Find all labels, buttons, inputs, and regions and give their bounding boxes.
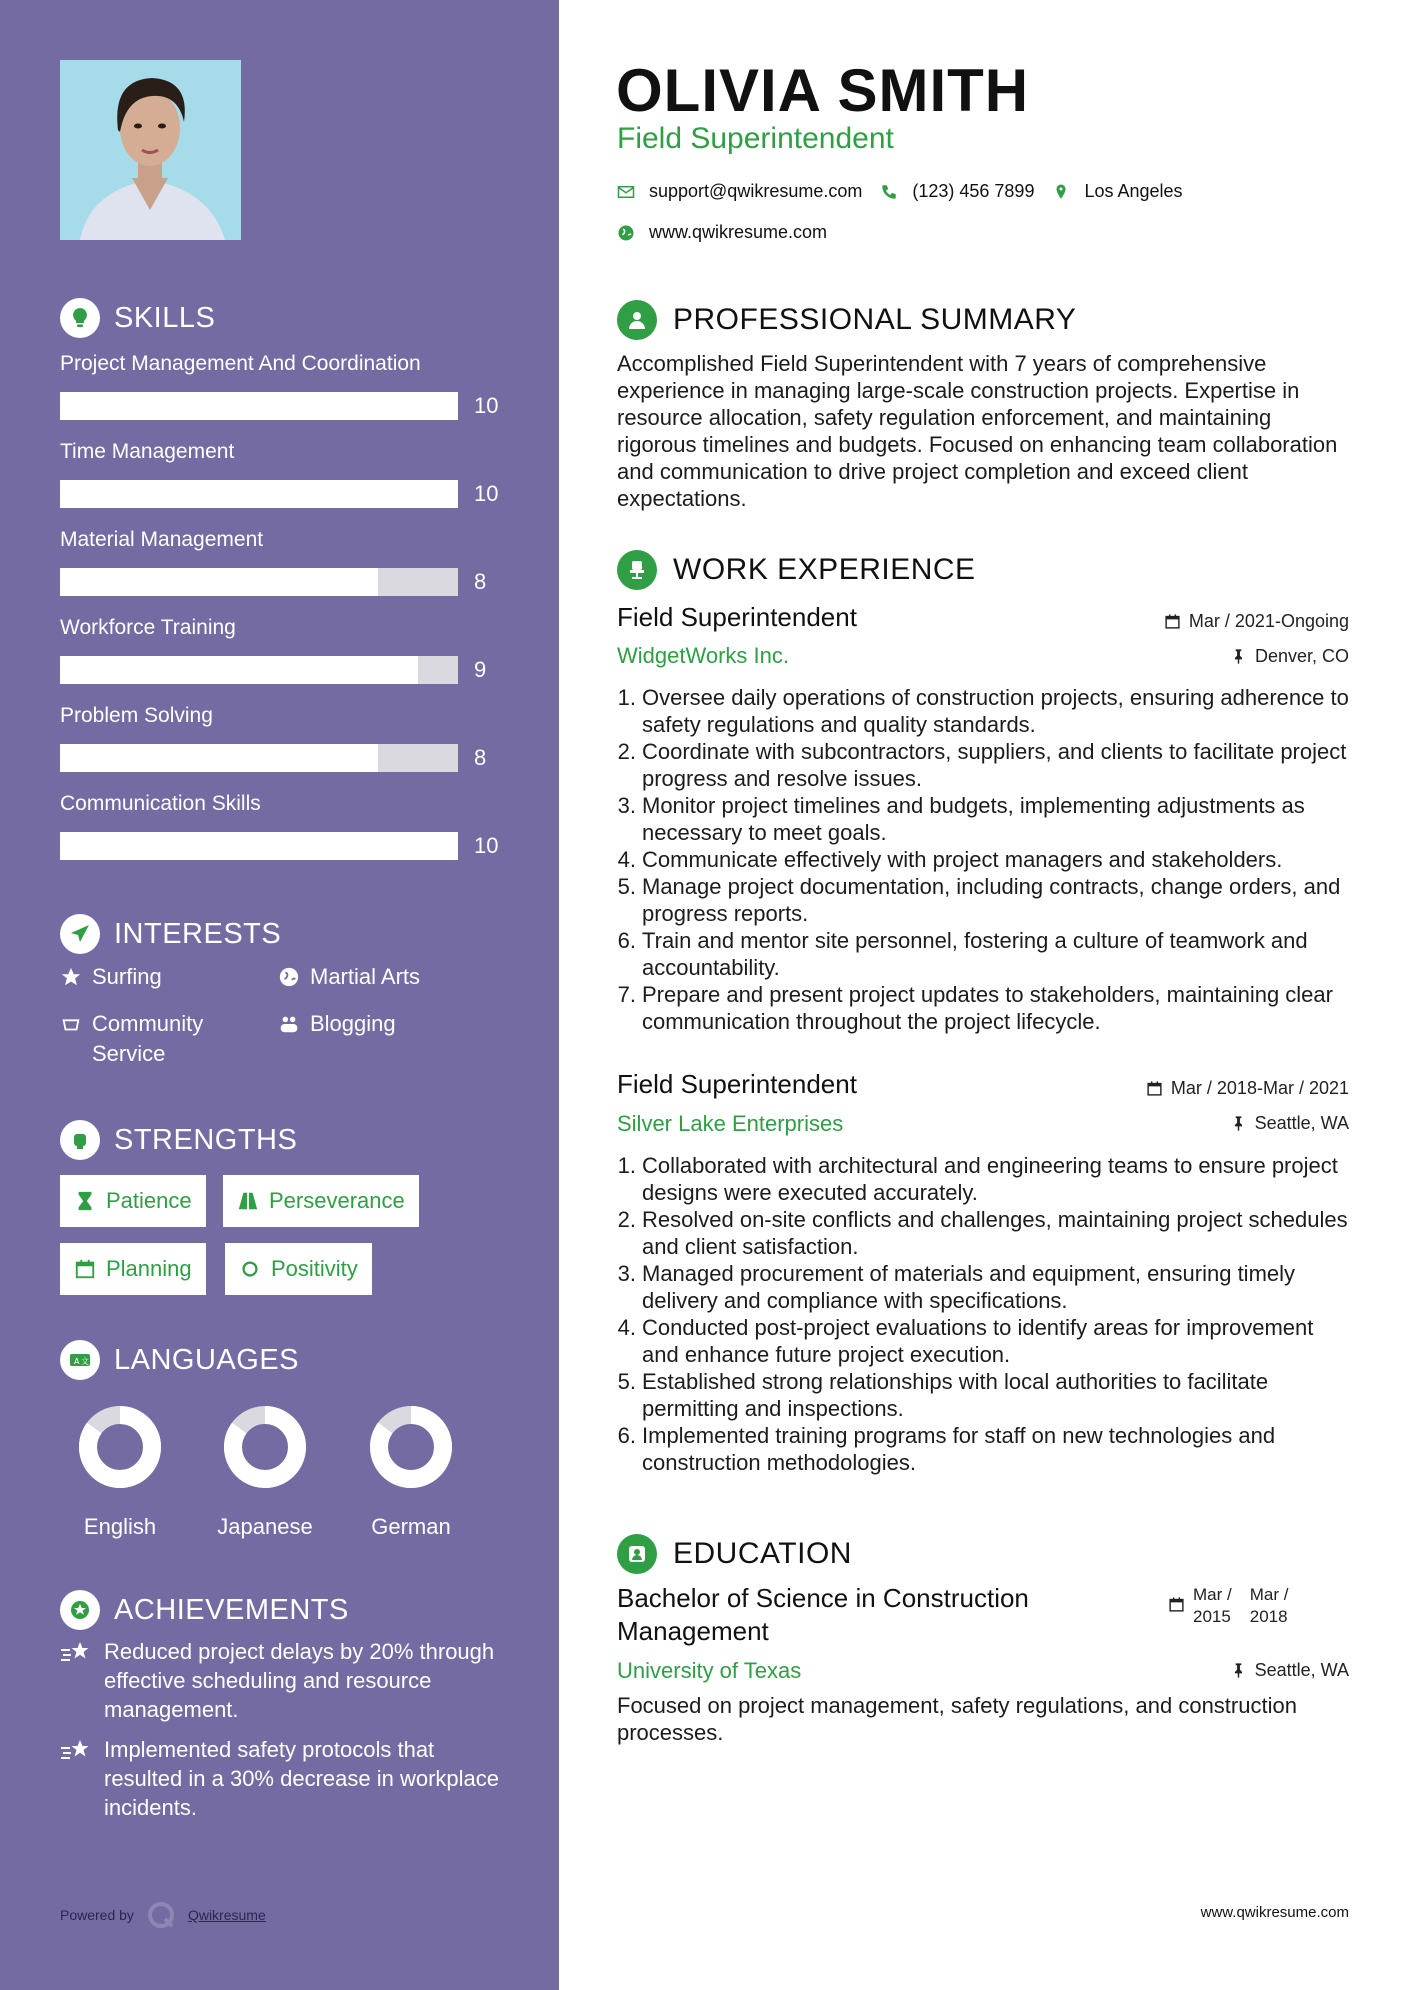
footer-url[interactable]: www.qwikresume.com bbox=[1200, 1904, 1349, 1921]
language-item bbox=[60, 1405, 180, 1540]
skill-bar-fill bbox=[60, 832, 458, 860]
sun-icon bbox=[239, 1258, 261, 1280]
skill-item bbox=[60, 792, 500, 860]
strength-badge: Planning bbox=[60, 1243, 206, 1295]
strengths-title: STRENGTHS bbox=[114, 1123, 298, 1156]
award-star-icon bbox=[60, 1590, 100, 1630]
duty-item: 4. Conducted post-project evaluations to identify areas for improvement and enhance future project execution. bbox=[617, 1315, 1314, 1367]
interest-item: Martial Arts bbox=[278, 962, 420, 992]
skill-name: Time Management bbox=[60, 440, 235, 463]
strengths-heading bbox=[60, 1120, 297, 1160]
duty-item: 2. Resolved on-site conflicts and challenges, maintaining project schedules and client satisfaction. bbox=[617, 1207, 1348, 1259]
education-dates: Mar / 2015 Mar / 2018 bbox=[1168, 1584, 1288, 1628]
skill-value: 10 bbox=[474, 481, 499, 506]
duty-item: 1. Collaborated with architectural and engineering teams to ensure project designs were executed accurately. bbox=[617, 1153, 1338, 1205]
duty-item: 5. Established strong relationships with local authorities to facilitate permitting and inspections. bbox=[617, 1369, 1269, 1421]
phone-number: (123) 456 7899 bbox=[912, 181, 1035, 201]
calendar-icon bbox=[74, 1258, 96, 1280]
interest-item: Blogging bbox=[278, 1009, 396, 1039]
pushpin-icon bbox=[1230, 1115, 1247, 1132]
road-icon bbox=[237, 1190, 259, 1212]
language-ring bbox=[223, 1405, 307, 1489]
interest-item: Surfing bbox=[60, 962, 162, 992]
duty-item: 2. Coordinate with subcontractors, suppliers, and clients to facilitate project progress and resolve issues. bbox=[617, 739, 1347, 791]
job-title: Field Superintendent bbox=[617, 1069, 857, 1099]
contact-row bbox=[617, 181, 1183, 202]
skill-bar bbox=[60, 832, 458, 860]
brand-link[interactable]: Qwikresume bbox=[187, 1907, 266, 1923]
strength-badge: Patience bbox=[60, 1175, 206, 1227]
language-item bbox=[351, 1405, 471, 1540]
job-dates: Mar / 2018-Mar / 2021 bbox=[1146, 1078, 1349, 1099]
map-pin-icon bbox=[1052, 183, 1070, 201]
user-icon bbox=[617, 300, 657, 340]
skill-name: Problem Solving bbox=[60, 704, 213, 727]
skill-name: Material Management bbox=[60, 528, 264, 551]
duty-item: 7. Prepare and present project updates to stakeholders, maintaining clear communication throughout the project lifecycle. bbox=[617, 982, 1333, 1034]
duty-item: 6. Implemented training programs for staff on new technologies and construction methodologies. bbox=[617, 1423, 1276, 1475]
website-link[interactable]: www.qwikresume.com bbox=[649, 222, 828, 242]
skills-heading bbox=[60, 298, 215, 338]
skill-bar bbox=[60, 656, 458, 684]
language-ring bbox=[369, 1405, 453, 1489]
achievements-title: ACHIEVEMENTS bbox=[114, 1593, 349, 1626]
candidate-role: Field Superintendent bbox=[617, 122, 894, 155]
skill-bar-fill bbox=[60, 568, 378, 596]
skill-bar bbox=[60, 568, 458, 596]
strength-badge: Positivity bbox=[225, 1243, 372, 1295]
users-icon bbox=[278, 1013, 300, 1035]
skill-value: 8 bbox=[474, 569, 487, 594]
skill-bar-fill bbox=[60, 480, 458, 508]
skill-item bbox=[60, 352, 500, 420]
summary-text: Accomplished Field Superintendent with 7 years of comprehensive experience in managing large-scale construction projects. Expertise in resource allocation, safety regulation enforcement, and maintaining rigorous timelines and budgets. Focused on enhancing team collaboration and communication to drive project completion and exceed client expectations. bbox=[617, 351, 1338, 511]
languages-title: LANGUAGES bbox=[114, 1343, 299, 1376]
interests-heading bbox=[60, 914, 281, 954]
star-icon bbox=[60, 966, 82, 988]
qwikresume-logo-icon bbox=[146, 1900, 176, 1930]
achievement-item: Implemented safety protocols that resulted in a 30% decrease in workplace incidents. bbox=[60, 1735, 500, 1822]
website-row bbox=[617, 222, 827, 243]
email-link[interactable]: support@qwikresume.com bbox=[649, 181, 863, 201]
calendar-icon bbox=[1168, 1596, 1185, 1613]
shooting-star-icon bbox=[60, 1639, 92, 1667]
skills-title: SKILLS bbox=[114, 301, 216, 334]
profile-photo bbox=[60, 60, 241, 240]
skill-name: Project Management And Coordination bbox=[60, 352, 421, 375]
svg-text:文: 文 bbox=[81, 1357, 90, 1366]
job-dates: Mar / 2021-Ongoing bbox=[1164, 611, 1349, 632]
skill-value: 10 bbox=[474, 393, 499, 418]
language-item bbox=[205, 1405, 325, 1540]
duty-item: 5. Manage project documentation, including contracts, change orders, and progress reports. bbox=[617, 874, 1341, 926]
language-ring bbox=[78, 1405, 162, 1489]
envelope-icon bbox=[617, 183, 635, 201]
experience-heading: WORK EXPERIENCE bbox=[617, 550, 976, 590]
skill-bar-fill bbox=[60, 656, 418, 684]
duty-list bbox=[612, 684, 1352, 1035]
shooting-star-icon bbox=[60, 1737, 92, 1765]
hourglass-icon bbox=[74, 1190, 96, 1212]
strength-badge: Perseverance bbox=[223, 1175, 419, 1227]
skill-item bbox=[60, 616, 500, 684]
summary-heading: PROFESSIONAL SUMMARY bbox=[617, 300, 1076, 340]
achievement-item: Reduced project delays by 20% through effective scheduling and resource management. bbox=[60, 1637, 500, 1724]
duty-item: 6. Train and mentor site personnel, fostering a culture of teamwork and accountability. bbox=[617, 928, 1308, 980]
skill-value: 10 bbox=[474, 833, 499, 858]
interest-item: Community Service bbox=[60, 1009, 203, 1069]
phone-icon bbox=[880, 183, 898, 201]
duty-list bbox=[612, 1152, 1352, 1476]
skill-bar-fill bbox=[60, 744, 378, 772]
duty-item: 3. Managed procurement of materials and equipment, ensuring timely delivery and compliance with specifications. bbox=[617, 1261, 1296, 1313]
skill-name: Workforce Training bbox=[60, 616, 236, 639]
duty-item: 3. Monitor project timelines and budgets, implementing adjustments as necessary to meet goals. bbox=[617, 793, 1305, 845]
skill-item bbox=[60, 440, 500, 508]
education-heading: EDUCATION bbox=[617, 1534, 852, 1574]
skill-item bbox=[60, 704, 500, 772]
language-name: English bbox=[83, 1514, 157, 1539]
skill-bar bbox=[60, 744, 458, 772]
skill-name: Communication Skills bbox=[60, 792, 261, 815]
pushpin-icon bbox=[1230, 648, 1247, 665]
sidebar bbox=[0, 0, 559, 1990]
languages-heading bbox=[60, 1340, 299, 1380]
language-icon bbox=[60, 1340, 100, 1380]
job-location: Seattle, WA bbox=[1230, 1113, 1349, 1134]
globe-icon bbox=[617, 224, 635, 242]
skill-bar-fill bbox=[60, 392, 458, 420]
hand-icon bbox=[60, 1013, 82, 1035]
skill-value: 8 bbox=[474, 745, 487, 770]
lightbulb-icon bbox=[60, 298, 100, 338]
skill-item bbox=[60, 528, 500, 596]
duty-item: 4. Communicate effectively with project managers and stakeholders. bbox=[617, 847, 1283, 872]
job-location: Denver, CO bbox=[1230, 646, 1349, 667]
fist-icon bbox=[60, 1120, 100, 1160]
calendar-icon bbox=[1164, 613, 1181, 630]
candidate-name: OLIVIA SMITH bbox=[616, 57, 1030, 124]
paper-plane-icon bbox=[60, 914, 100, 954]
company-name: WidgetWorks Inc. bbox=[617, 643, 789, 668]
interests-title: INTERESTS bbox=[114, 917, 282, 950]
calendar-icon bbox=[1146, 1080, 1163, 1097]
language-name: German bbox=[371, 1514, 451, 1539]
powered-by: Powered by Qwikresume bbox=[60, 1900, 266, 1930]
education-location: Seattle, WA bbox=[1230, 1660, 1349, 1681]
job-title: Field Superintendent bbox=[617, 602, 857, 632]
location-text: Los Angeles bbox=[1084, 181, 1183, 201]
school-name: University of Texas bbox=[617, 1658, 802, 1683]
graduation-icon bbox=[617, 1534, 657, 1574]
degree-title: Bachelor of Science in Construction Management bbox=[617, 1583, 1029, 1646]
skill-value: 9 bbox=[474, 657, 487, 682]
skill-bar bbox=[60, 392, 458, 420]
globe-icon bbox=[278, 966, 300, 988]
svg-text:A: A bbox=[74, 1357, 80, 1366]
pushpin-icon bbox=[1230, 1662, 1247, 1679]
achievements-heading bbox=[60, 1590, 349, 1630]
office-chair-icon bbox=[617, 550, 657, 590]
education-description: Focused on project management, safety regulations, and construction processes. bbox=[617, 1693, 1297, 1745]
language-name: Japanese bbox=[217, 1514, 313, 1539]
duty-item: 1. Oversee daily operations of construction projects, ensuring adherence to safety regulations and quality standards. bbox=[617, 685, 1349, 737]
company-name: Silver Lake Enterprises bbox=[617, 1111, 844, 1136]
skill-bar bbox=[60, 480, 458, 508]
